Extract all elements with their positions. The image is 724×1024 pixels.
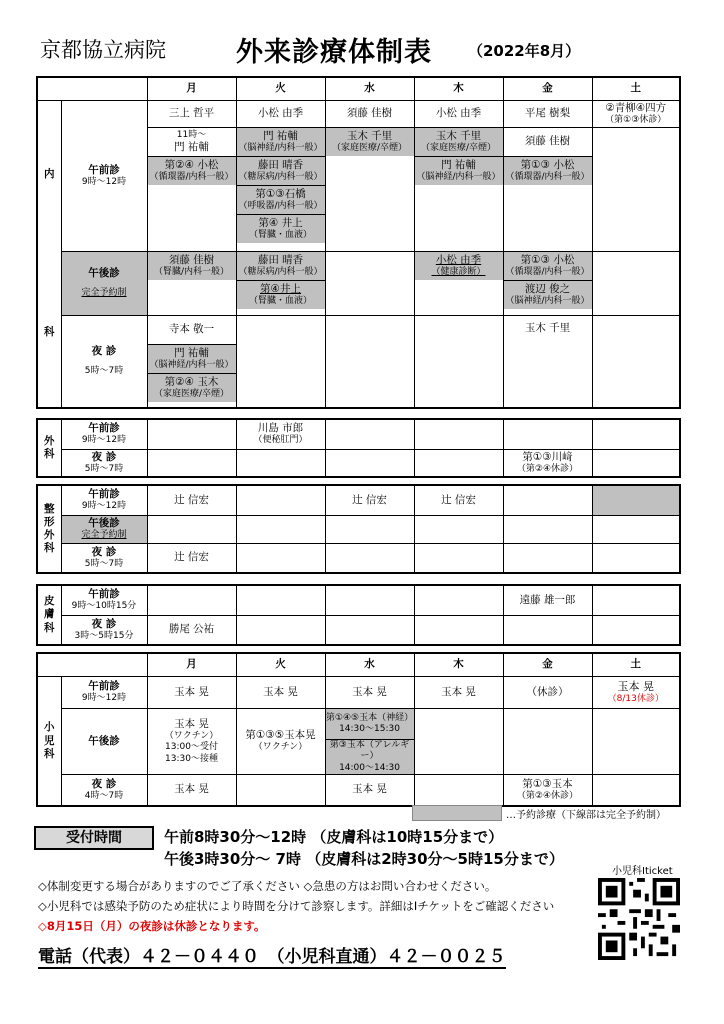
session-ortho-pm: 午後診 完全予約制 [61, 515, 147, 543]
note-1: ◇体制変更する場合がありますのでご了承ください ◇急患の方はお問い合わせください。 [38, 879, 497, 893]
cell-internal-am-sat [592, 128, 680, 252]
qr-label: 小児科Iticket [612, 866, 673, 877]
cell-internal-head-wed: 須藤 佳樹 [325, 101, 414, 128]
cell-internal-ev-mon [147, 316, 236, 408]
slot: 須藤 佳樹 [504, 128, 592, 157]
hospital-name: 京都協立病院 [40, 38, 166, 62]
day-mon: 月 [147, 653, 236, 677]
cell-surgery-am-tue: 川島 市郎 （便秘肛門） [236, 419, 325, 449]
slot: 門 祐輔 （脳神経/内科一般） [237, 128, 325, 157]
cell-internal-head-tue: 小松 由季 [236, 101, 325, 128]
cell-derm-ev-thu [414, 615, 503, 645]
cell-surgery-ev-wed [325, 449, 414, 477]
cell-derm-am-thu [414, 585, 503, 615]
cell-derm-ev-fri [503, 615, 592, 645]
cell-internal-am-wed [325, 128, 414, 252]
cell-ortho-ev-fri [503, 543, 592, 573]
cell-ortho-ev-tue [236, 543, 325, 573]
slot: 門 祐輔 （脳神経/内科一般） [415, 157, 503, 185]
session-pedi-ev: 夜 診 4時～7時 [61, 774, 147, 806]
dept-surgery: 外 科 [37, 419, 61, 477]
session-ortho-ev: 夜 診 5時～7時 [61, 543, 147, 573]
cell-internal-pm-mon [147, 252, 236, 316]
corner-cell [37, 77, 147, 101]
cell-ortho-am-thu: 辻 信宏 [414, 485, 503, 515]
cell-derm-ev-mon: 勝尾 公祐 [147, 615, 236, 645]
cell-surgery-ev-sat [592, 449, 680, 477]
cell-ortho-ev-sat [592, 543, 680, 573]
day-mon: 月 [147, 77, 236, 101]
reception-pm: 午後3時30分～ 7時 （皮膚科は2時30分～5時15分まで） [164, 850, 564, 868]
cell-derm-am-wed [325, 585, 414, 615]
cell-ortho-pm-thu [414, 515, 503, 543]
ortho-table [36, 484, 681, 574]
cell-pedi-am-sat: 玉本 晃 （8/13休診） [592, 677, 680, 709]
cell-internal-pm-thu [414, 252, 503, 316]
cell-pedi-pm-fri [503, 709, 592, 775]
cell-ortho-pm-fri [503, 515, 592, 543]
note-3: ◇8月15日（月）の夜診は休診となります。 [38, 919, 266, 933]
day-wed: 水 [325, 77, 414, 101]
cell-internal-ev-thu [414, 316, 503, 408]
cell-internal-ev-fri [503, 316, 592, 408]
cell-internal-pm-tue [236, 252, 325, 316]
reception-label: 受付時間 [34, 826, 154, 850]
cell-pedi-pm-sat [592, 709, 680, 775]
dept-internal: 内 科 [37, 101, 61, 408]
cell-pedi-am-tue: 玉本 晃 [236, 677, 325, 709]
cell-pedi-am-wed: 玉本 晃 [325, 677, 414, 709]
session-internal-am: 午前診 9時～12時 [61, 101, 147, 252]
cell-derm-ev-sat [592, 615, 680, 645]
slot: 11時～ 門 祐輔 [148, 128, 236, 157]
session-pedi-am: 午前診 9時～12時 [61, 677, 147, 709]
session-internal-pm: 午後診 完全予約制 [61, 252, 147, 316]
corner-cell [37, 653, 147, 677]
session-surgery-ev: 夜 診 5時～7時 [61, 449, 147, 477]
cell-derm-am-tue [236, 585, 325, 615]
cell-ortho-am-wed: 辻 信宏 [325, 485, 414, 515]
cell-derm-am-fri: 遠藤 雄一郎 [503, 585, 592, 615]
legend-swatch [412, 805, 502, 821]
cell-surgery-ev-thu [414, 449, 503, 477]
dept-pedi: 小 児 科 [37, 677, 61, 807]
cell-pedi-pm-mon: 玉本 晃 （ワクチン） 13:00～受付 13:30～接種 [147, 709, 236, 775]
phone-numbers: 電話（代表）４２－０４４０ （小児科直通）４２－００２５ [38, 942, 506, 969]
cell-internal-pm-wed [325, 252, 414, 316]
slot: 第④井上 （腎臓・血液） [237, 281, 325, 309]
cell-internal-head-mon: 三上 哲平 [147, 101, 236, 128]
session-ortho-am: 午前診 9時～12時 [61, 485, 147, 515]
slot: 玉木 千里 [524, 322, 571, 335]
cell-pedi-pm-tue: 第①③⑤玉本晃 （ワクチン） [236, 709, 325, 775]
session-internal-ev: 夜 診 5時～7時 [61, 316, 147, 408]
cell-ortho-pm-sat [592, 515, 680, 543]
pedi-table [36, 652, 681, 807]
slot: 須藤 佳樹 （腎臓/内科一般） [148, 252, 236, 280]
cell-internal-ev-tue [236, 316, 325, 408]
reception-am: 午前8時30分～12時 （皮膚科は10時15分まで） [164, 828, 504, 846]
dept-ortho: 整 形 外 科 [37, 485, 61, 573]
cell-internal-am-tue [236, 128, 325, 252]
cell-surgery-ev-mon [147, 449, 236, 477]
session-surgery-am: 午前診 9時～12時 [61, 419, 147, 449]
slot: 小松 由季 （健康診断） [415, 252, 503, 280]
cell-pedi-ev-fri: 第①③玉本 （第②④休診） [503, 774, 592, 806]
legend-text: …予約診療（下線部は完全予約制） [506, 810, 666, 821]
cell-ortho-pm-tue [236, 515, 325, 543]
cell-derm-ev-wed [325, 615, 414, 645]
cell-surgery-am-sat [592, 419, 680, 449]
cell-pedi-pm-thu [414, 709, 503, 775]
slot: 玉木 千里 （家庭医療/卒煙） [415, 128, 503, 157]
day-thu: 木 [414, 77, 503, 101]
cell-derm-am-mon [147, 585, 236, 615]
cell-internal-ev-sat [592, 316, 680, 408]
cell-internal-am-thu [414, 128, 503, 252]
slot: 第②④ 玉木 （家庭医療/卒煙） [148, 374, 236, 402]
cell-pedi-ev-tue [236, 774, 325, 806]
note-2: ◇小児科では感染予防のため症状により時間を分けて診察します。詳細はIチケットをご確認ください [38, 899, 555, 913]
cell-derm-ev-tue [236, 615, 325, 645]
cell-pedi-am-thu: 玉本 晃 [414, 677, 503, 709]
page-month: （2022年8月） [468, 42, 581, 60]
cell-pedi-pm-wed [325, 709, 414, 775]
day-fri: 金 [503, 653, 592, 677]
cell-surgery-am-fri [503, 419, 592, 449]
cell-surgery-am-thu [414, 419, 503, 449]
session-derm-ev: 夜 診 3時～5時15分 [61, 615, 147, 645]
slot: 藤田 晴香 （糖尿病/内科一般） [237, 157, 325, 186]
slot: 門 祐輔 （脳神経/内科一般） [148, 345, 236, 374]
day-tue: 火 [236, 77, 325, 101]
dept-derm: 皮 膚 科 [37, 585, 61, 645]
slot: 玉木 千里 （家庭医療/卒煙） [326, 128, 414, 156]
slot: 渡辺 俊之 （脳神経/内科一般） [504, 281, 592, 309]
cell-ortho-am-tue [236, 485, 325, 515]
qr-code-icon[interactable] [598, 878, 680, 960]
cell-pedi-am-mon: 玉本 晃 [147, 677, 236, 709]
slot: 第①③ 小松 （循環器/内科一般） [504, 157, 592, 185]
cell-pedi-ev-thu [414, 774, 503, 806]
day-fri: 金 [503, 77, 592, 101]
slot: 第②④ 小松 （循環器/内科一般） [148, 157, 236, 185]
cell-internal-pm-sat [592, 252, 680, 316]
slot: 第①④⑤玉本（神経） 14:30～15:30 [326, 709, 414, 740]
derm-table [36, 584, 681, 646]
cell-internal-pm-fri [503, 252, 592, 316]
slot: 第①③石橋 （呼吸器/内科一般） [237, 186, 325, 215]
day-thu: 木 [414, 653, 503, 677]
cell-internal-am-fri [503, 128, 592, 252]
cell-derm-am-sat [592, 585, 680, 615]
cell-surgery-am-wed [325, 419, 414, 449]
cell-internal-head-sat: ②青柳④四方 （第①③休診） [592, 101, 680, 128]
cell-surgery-ev-fri: 第①③川﨑 （第②④休診） [503, 449, 592, 477]
cell-ortho-pm-mon [147, 515, 236, 543]
slot: 第①③ 小松 （循環器/内科一般） [504, 252, 592, 281]
cell-pedi-ev-wed: 玉本 晃 [325, 774, 414, 806]
day-tue: 火 [236, 653, 325, 677]
cell-ortho-ev-wed [325, 543, 414, 573]
cell-ortho-am-sat [592, 485, 680, 515]
cell-surgery-ev-tue [236, 449, 325, 477]
cell-pedi-am-fri: （休診） [503, 677, 592, 709]
session-derm-am: 午前診 9時～10時15分 [61, 585, 147, 615]
cell-internal-head-thu: 小松 由季 [414, 101, 503, 128]
cell-ortho-am-fri [503, 485, 592, 515]
day-sat: 土 [592, 653, 680, 677]
slot: 第④ 井上 （腎臓・血液） [237, 215, 325, 243]
day-wed: 水 [325, 653, 414, 677]
cell-internal-am-mon [147, 128, 236, 252]
cell-ortho-pm-wed [325, 515, 414, 543]
cell-internal-ev-wed [325, 316, 414, 408]
cell-surgery-am-mon [147, 419, 236, 449]
surgery-table [36, 418, 681, 478]
page-title: 外来診療体制表 [236, 37, 432, 68]
session-pedi-pm: 午後診 [61, 709, 147, 775]
cell-ortho-ev-thu [414, 543, 503, 573]
internal-medicine-table [36, 76, 681, 409]
slot: 藤田 晴香 （糖尿病/内科一般） [237, 252, 325, 281]
cell-pedi-ev-sat [592, 774, 680, 806]
cell-pedi-ev-mon: 玉本 晃 [147, 774, 236, 806]
cell-ortho-ev-mon: 辻 信宏 [147, 543, 236, 573]
cell-ortho-am-mon: 辻 信宏 [147, 485, 236, 515]
cell-internal-head-fri: 平尾 樹梨 [503, 101, 592, 128]
slot: 第③玉本（アレルギー） 14:00～14:30 [326, 740, 414, 774]
day-sat: 土 [592, 77, 680, 101]
slot: 寺本 敬一 [148, 316, 236, 345]
